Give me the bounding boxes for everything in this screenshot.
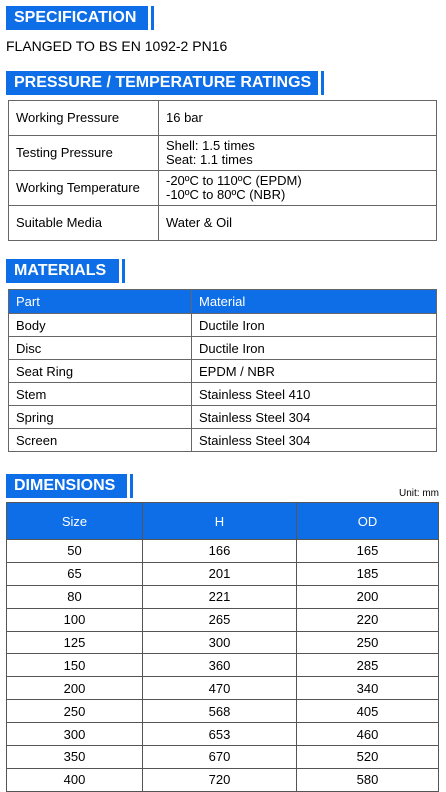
- materials-row: [9, 429, 437, 452]
- rating-value-line: Shell: 1.5 times: [166, 138, 255, 153]
- material-part-cell: Screen: [9, 429, 192, 452]
- materials-heading: MATERIALS: [6, 259, 119, 283]
- materials-row: [9, 337, 437, 360]
- material-part-cell: Seat Ring: [9, 360, 192, 383]
- size-cell: 400: [7, 768, 143, 791]
- od-cell: 200: [297, 585, 439, 608]
- dimensions-col-od: OD: [297, 503, 439, 540]
- od-cell: 460: [297, 723, 439, 746]
- h-cell: 221: [143, 585, 297, 608]
- dimensions-row: [7, 562, 439, 585]
- ratings-row: [9, 136, 437, 171]
- rating-label: Testing Pressure: [9, 136, 159, 171]
- ratings-row: [9, 101, 437, 136]
- materials-header-row: [9, 290, 437, 314]
- material-value-cell: EPDM / NBR: [192, 360, 437, 383]
- material-value-cell: Ductile Iron: [192, 337, 437, 360]
- dimensions-row: [7, 540, 439, 563]
- specification-heading: SPECIFICATION: [6, 6, 148, 30]
- material-value-cell: Stainless Steel 304: [192, 406, 437, 429]
- od-cell: 340: [297, 677, 439, 700]
- rating-value-line: Water & Oil: [166, 215, 232, 230]
- materials-table: [8, 289, 437, 452]
- ratings-row: [9, 206, 437, 241]
- material-part-cell: Body: [9, 314, 192, 337]
- ratings-heading: PRESSURE / TEMPERATURE RATINGS: [6, 71, 318, 95]
- rating-label: Working Temperature: [9, 171, 159, 206]
- material-value-cell: Stainless Steel 410: [192, 383, 437, 406]
- size-cell: 50: [7, 540, 143, 563]
- dimensions-heading: DIMENSIONS: [6, 474, 127, 498]
- od-cell: 185: [297, 562, 439, 585]
- material-value-cell: Stainless Steel 304: [192, 429, 437, 452]
- ratings-row: [9, 171, 437, 206]
- dimensions-row: [7, 677, 439, 700]
- dimensions-col-h: H: [143, 503, 297, 540]
- od-cell: 520: [297, 746, 439, 769]
- od-cell: 250: [297, 631, 439, 654]
- specification-text: FLANGED TO BS EN 1092-2 PN16: [6, 38, 228, 54]
- h-cell: 166: [143, 540, 297, 563]
- dimensions-row: [7, 723, 439, 746]
- dimensions-row: [7, 768, 439, 791]
- materials-row: [9, 383, 437, 406]
- od-cell: 405: [297, 700, 439, 723]
- size-cell: 300: [7, 723, 143, 746]
- dimensions-row: [7, 746, 439, 769]
- h-cell: 470: [143, 677, 297, 700]
- size-cell: 200: [7, 677, 143, 700]
- rating-value: [159, 136, 437, 171]
- dimensions-row: [7, 631, 439, 654]
- h-cell: 670: [143, 746, 297, 769]
- materials-row: [9, 314, 437, 337]
- material-part-cell: Stem: [9, 383, 192, 406]
- size-cell: 100: [7, 608, 143, 631]
- size-cell: 80: [7, 585, 143, 608]
- rating-value-line: 16 bar: [166, 110, 203, 125]
- od-cell: 220: [297, 608, 439, 631]
- h-cell: 653: [143, 723, 297, 746]
- rating-label: Suitable Media: [9, 206, 159, 241]
- rating-label: Working Pressure: [9, 101, 159, 136]
- rating-value: [159, 171, 437, 206]
- rating-value-line: Seat: 1.1 times: [166, 152, 253, 167]
- material-value-cell: Ductile Iron: [192, 314, 437, 337]
- dimensions-col-size: Size: [7, 503, 143, 540]
- materials-row: [9, 360, 437, 383]
- materials-col-part: Part: [9, 290, 192, 314]
- h-cell: 300: [143, 631, 297, 654]
- h-cell: 265: [143, 608, 297, 631]
- size-cell: 250: [7, 700, 143, 723]
- ratings-table: [8, 100, 437, 241]
- h-cell: 568: [143, 700, 297, 723]
- h-cell: 360: [143, 654, 297, 677]
- size-cell: 350: [7, 746, 143, 769]
- h-cell: 720: [143, 768, 297, 791]
- materials-col-material: Material: [192, 290, 437, 314]
- dimensions-row: [7, 654, 439, 677]
- rating-value: [159, 206, 437, 241]
- rating-value-line: -10ºC to 80ºC (NBR): [166, 187, 286, 202]
- size-cell: 125: [7, 631, 143, 654]
- size-cell: 150: [7, 654, 143, 677]
- dimensions-row: [7, 608, 439, 631]
- od-cell: 580: [297, 768, 439, 791]
- unit-label: Unit: mm: [399, 488, 439, 499]
- dimensions-row: [7, 585, 439, 608]
- od-cell: 285: [297, 654, 439, 677]
- rating-value: [159, 101, 437, 136]
- material-part-cell: Spring: [9, 406, 192, 429]
- size-cell: 65: [7, 562, 143, 585]
- material-part-cell: Disc: [9, 337, 192, 360]
- dimensions-header-row: [7, 503, 439, 540]
- materials-row: [9, 406, 437, 429]
- h-cell: 201: [143, 562, 297, 585]
- rating-value-line: -20ºC to 110ºC (EPDM): [166, 173, 302, 188]
- dimensions-table: [6, 502, 439, 792]
- dimensions-row: [7, 700, 439, 723]
- od-cell: 165: [297, 540, 439, 563]
